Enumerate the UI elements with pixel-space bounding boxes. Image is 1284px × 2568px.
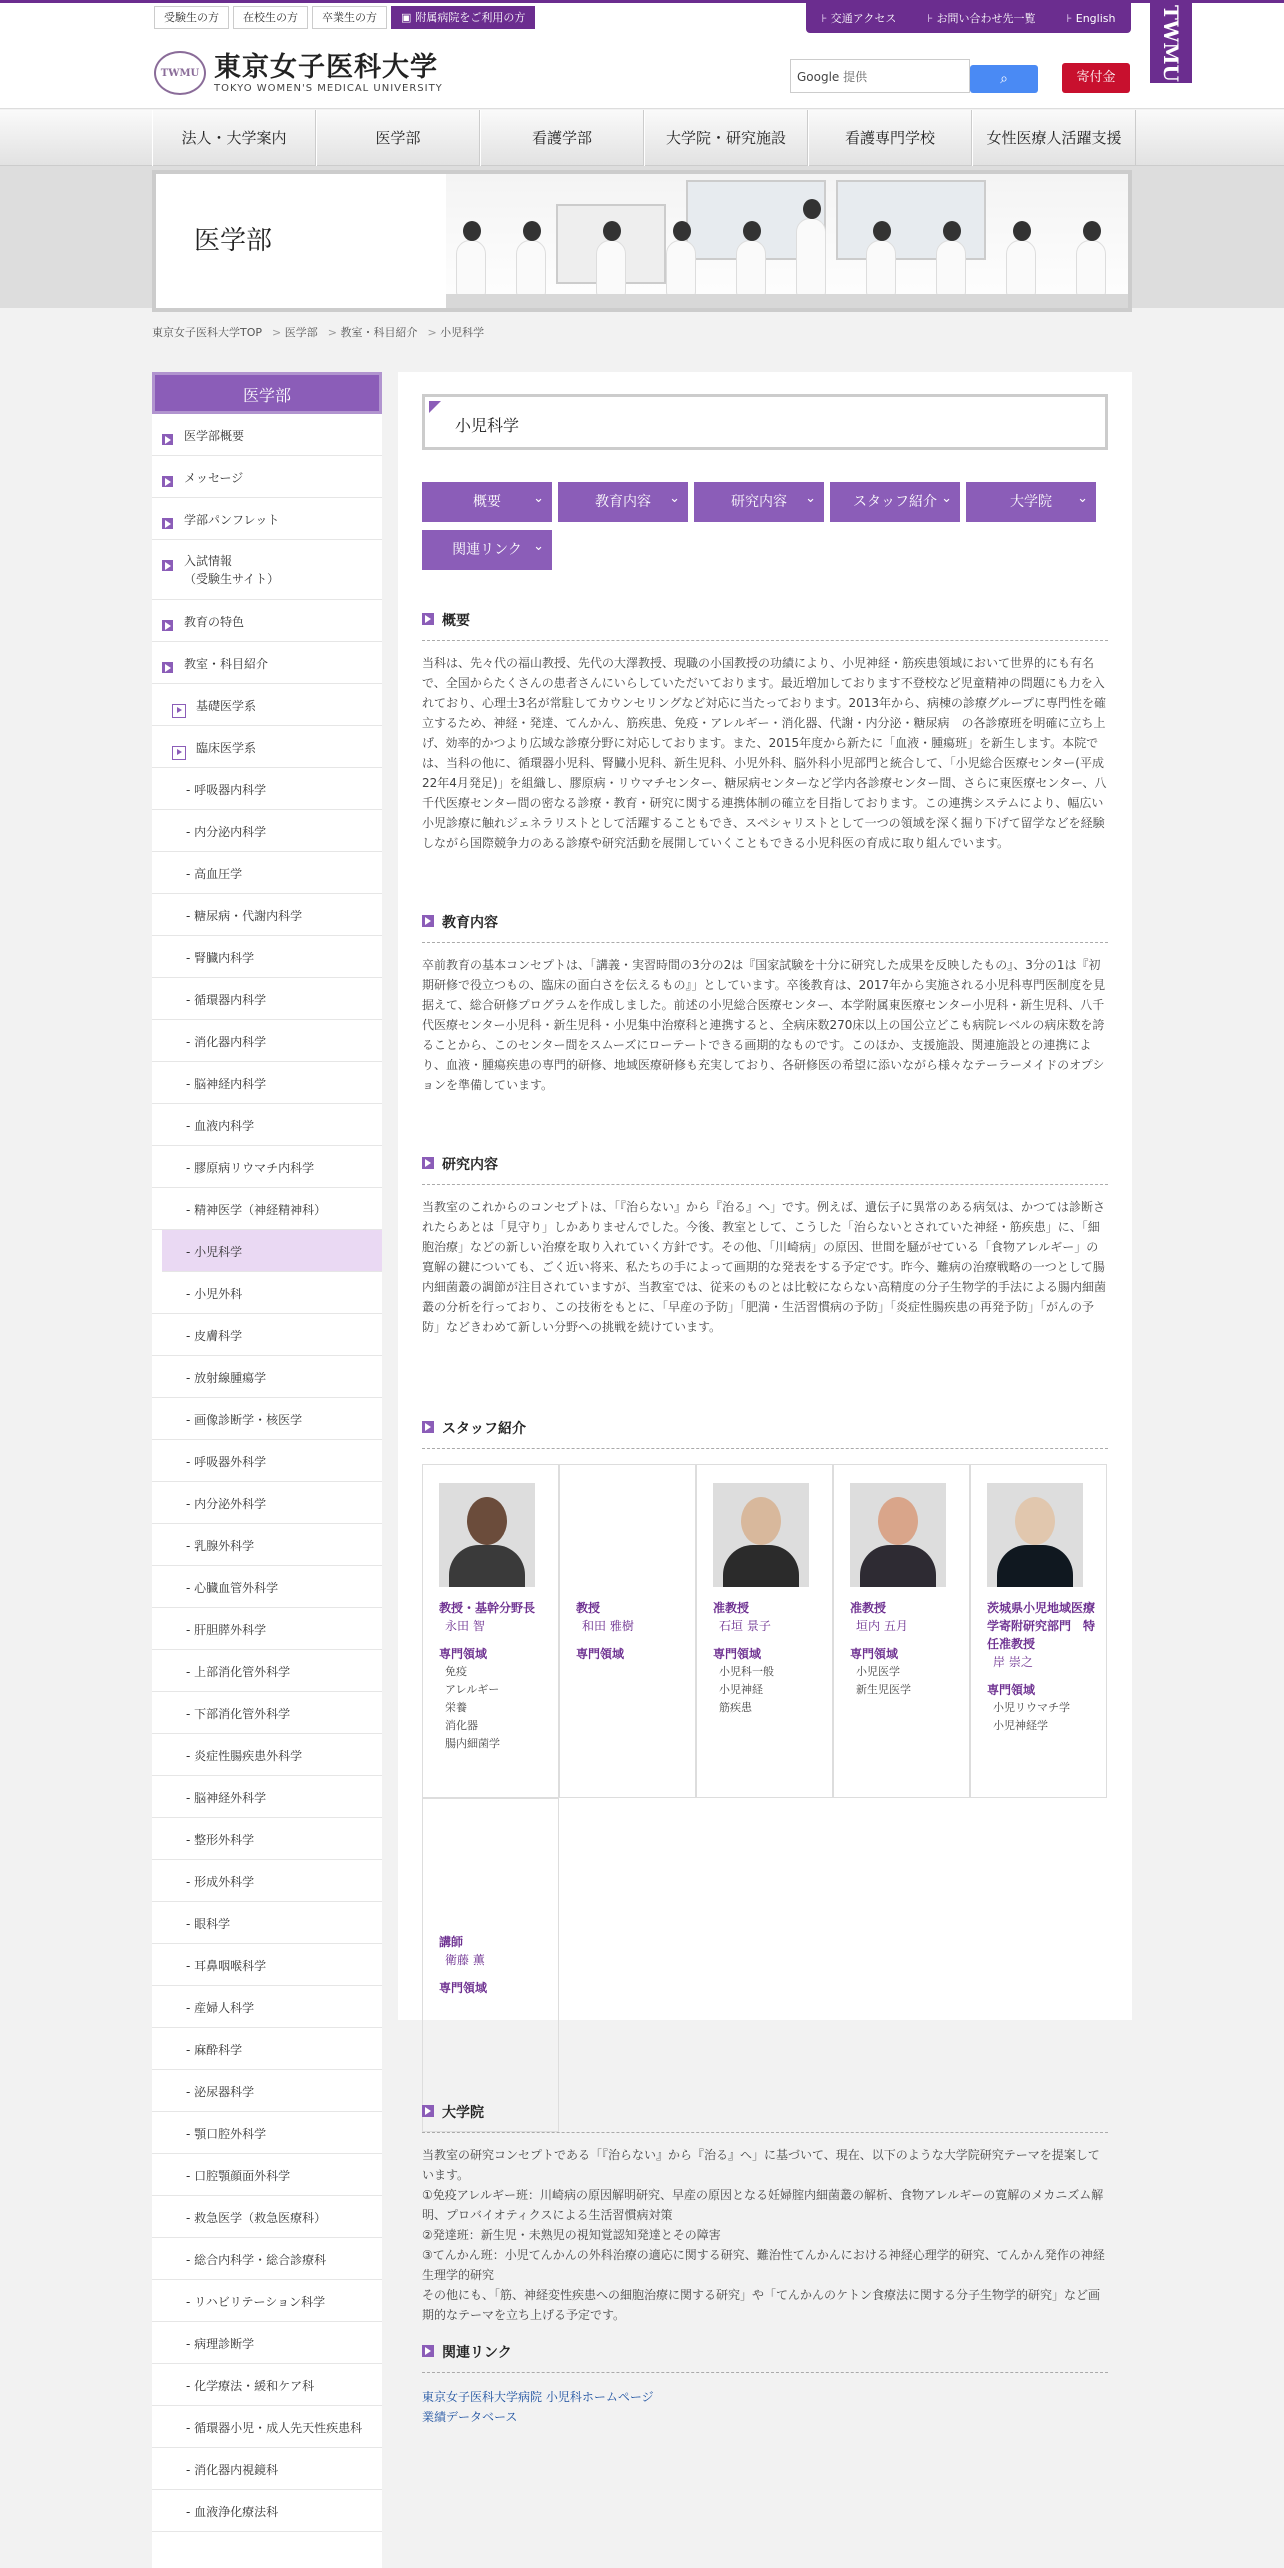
sidebar-item[interactable] [152, 642, 382, 684]
sidebar-item-label: - 整形外科学 [186, 1833, 255, 1847]
sidebar-item[interactable] [152, 1146, 382, 1188]
staff-card [559, 1464, 696, 1798]
sidebar-item-label: - 眼科学 [186, 1917, 231, 1931]
donate-button[interactable]: 寄付金 [1062, 63, 1130, 93]
sidebar-item[interactable] [152, 540, 382, 600]
sidebar-item-label: メッセージ [184, 471, 244, 485]
sidebar-item[interactable] [152, 1650, 382, 1692]
sidebar-item-label: - 精神医学（神経精神科） [186, 1203, 327, 1217]
sidebar-item-label: - 病理診断学 [186, 2337, 255, 2351]
sidebar-item-label: - 下部消化管外科学 [186, 1707, 291, 1721]
sidebar-item-label: - 産婦人科学 [186, 2001, 255, 2015]
sidebar-item[interactable] [152, 1608, 382, 1650]
logo-english: TOKYO WOMEN'S MEDICAL UNIVERSITY [214, 82, 443, 94]
sidebar-item[interactable] [152, 810, 382, 852]
staff-name: 石垣 景子 [719, 1619, 771, 1633]
logo-japanese: 東京女子医科大学 [214, 51, 438, 83]
section-links [422, 2342, 1108, 2427]
sidebar [152, 372, 382, 2568]
sidebar-item[interactable] [152, 1902, 382, 1944]
sidebar-item-label: - 呼吸器外科学 [186, 1455, 267, 1469]
section-body: 当教室の研究コンセプトである「『治らない』から『治る』へ」に基づいて、現在、以下のような大学院研究テーマを提案しています。 ①免疫アレルギー班：川崎病の原因解明研究、早産の原因となる妊婦腟内細菌叢の解析、食物アレルギーの寛解のメカニズム解明、プロバイオティクスによる生活習慣病対策 ②発達班：新生児・未熟児の視知覚認知発達とその障害 ③てんかん班：小児てんかんの外科治療の適応に関する研究、難治性てんかんにおける神経心理学的研究、てんかん発作の神経生理学的研究 その他にも、「筋、神経変性疾患への細胞治療に関する研究」や「てんかんのケトン食療法に関する分子生物学的研究」など画期的なテーマを立ち上げる予定です。 [422, 2148, 1105, 2322]
sidebar-item-label: - 腎臓内科学 [186, 951, 255, 965]
sidebar-item[interactable] [152, 1314, 382, 1356]
search-placeholder: 提供 [843, 70, 868, 84]
sidebar-item-label: - 小児科学 [186, 1245, 243, 1259]
section-body: 当科は、先々代の福山教授、先代の大澤教授、現職の小国教授の功績により、小児神経・筋疾患領域において世界的にも有名で、全国からたくさんの患者さんにいらしていただいております。最近増加しております不登校など児童精神の問題にも力を入れており、心理士3名が常駐してカウンセリングなど対応に当たっております。2013年から、病棟の診療グループに専門性を確立するため、神経・発達、てんかん、筋疾患、免疫・アレルギー・消化器、代謝・内分泌・糖尿病 の各診療班を明確に立ち上げ、効率的かつより広域な診療分野に対応しております。また、2015年度から新たに「血液・腫瘍班」を新生します。本院では、当科の他に、循環器小児科、腎臓小児科、新生児科、小児外科、脳外科小児部門と統合して、「小児総合医療センター(平成22年4月発足)」を組織し、膠原病・リウマチセンター、糖尿病センターなど学内各診療センター間、さらに東医療センター、八千代医療センター間の密なる診療・教育・研究に関する連携体制の確立を目指しております。この連携システムにより、幅広い小児診療に触れジェネラリストとして活躍することもでき、スペシャリストとして一つの領域を深く掘り下げて留学などを経験しながら国際競争力のある診療や研究活動を展開していくこともできる小児科医の育成に取り組んでいます。 [422, 656, 1107, 850]
staff-photo [439, 1483, 535, 1587]
sidebar-item-label: - 画像診断学・核医学 [186, 1413, 303, 1427]
sidebar-item-label: - 膠原病リウマチ内科学 [186, 1161, 315, 1175]
section-heading: 教育内容 [422, 912, 1108, 943]
search-provider-label: Google [797, 70, 840, 84]
section-research [422, 1154, 1108, 1337]
sidebar-item[interactable] [152, 936, 382, 978]
staff-photo-body [723, 1545, 799, 1587]
sidebar-item-label: 入試情報 （受験生サイト） [184, 554, 280, 586]
gnav-women-support[interactable]: 女性医療人活躍支援 [972, 110, 1136, 166]
student-figure [1006, 240, 1036, 298]
staff-photo-face [741, 1497, 781, 1545]
staff-photo-placeholder [576, 1483, 695, 1599]
student-figure [1076, 240, 1106, 298]
staff-field-label: 専門領域 [439, 1647, 488, 1661]
staff-role: 教授・基幹分野長 [439, 1601, 536, 1615]
sidebar-item[interactable] [152, 1482, 382, 1524]
sidebar-item[interactable] [152, 1020, 382, 1062]
staff-name: 衛藤 薫 [445, 1953, 485, 1967]
site-header [0, 3, 1284, 109]
english-link[interactable]: ⊦ English [1067, 12, 1116, 25]
sidebar-item[interactable] [152, 1692, 382, 1734]
audience-links [154, 6, 535, 29]
section-heading: 研究内容 [422, 1154, 1108, 1185]
staff-photo-body [449, 1545, 525, 1587]
staff-photo [987, 1483, 1083, 1587]
global-nav [0, 110, 1284, 166]
section-graduate [422, 2102, 1108, 2325]
breadcrumb-top[interactable]: 東京女子医科大学TOP [152, 326, 263, 339]
breadcrumb-departments[interactable]: > 教室・科目紹介 [328, 324, 418, 340]
sidebar-item[interactable] [152, 852, 382, 894]
staff-role: 茨城県小児地域医療学寄附研究部門 特任准教授 [987, 1601, 1096, 1651]
sidebar-item-label: - 形成外科学 [186, 1875, 255, 1889]
staff-role: 講師 [439, 1935, 464, 1949]
banner-title: 医学部 [194, 226, 273, 256]
sidebar-item[interactable] [152, 1062, 382, 1104]
staff-photo-face [878, 1497, 918, 1545]
sidebar-item-label: - 循環器内科学 [186, 993, 267, 1007]
sidebar-item[interactable] [152, 456, 382, 498]
sidebar-item[interactable] [152, 2028, 382, 2070]
sidebar-item[interactable] [152, 1104, 382, 1146]
staff-card [422, 1464, 559, 1798]
sidebar-item-label: - 乳腺外科学 [186, 1539, 255, 1553]
staff-card [970, 1464, 1107, 1798]
sidebar-item-label: - 消化器内視鏡科 [186, 2463, 279, 2477]
staff-photo [713, 1483, 809, 1587]
section-body: 当教室のこれからのコンセプトは、「『治らない』から『治る』へ」です。例えば、遺伝子に異常のある病気は、かつては診断されたらあとは「見守り」しかありませんでした。今後、教室として、こうした「治らないとされていた神経・筋疾患」に、「細胞治療」などの新しい治療を取り入れていく方針です。その他、「川崎病」の原因、世間を騒がせている「食物アレルギー」の寛解の鍵についても、ごく近い将来、私たちの手によって画期的な発表をする予定です。昨今、難病の治療戦略の一つとして腸内細菌叢の調節が注目されていますが、当教室では、従来のものとは比較にならない高精度の分子生物学的手法による腸内細菌叢の分析を行っており、この技術をもとに、「早産の予防」「肥満・生活習慣病の予防」「炎症性腸疾患の再発予防」「がんの予防」などきわめて新しい分野への挑戦を続けています。 [422, 1200, 1107, 1334]
staff-photo [850, 1483, 946, 1587]
contact-link[interactable]: ⊦ お問い合わせ先一覧 [927, 10, 1035, 26]
banner-photo [446, 174, 1132, 312]
sidebar-item-label: - 小児外科 [186, 1287, 243, 1301]
sidebar-item-label: - 循環器小児・成人先天性疾患科 [186, 2421, 363, 2435]
sidebar-item[interactable] [152, 2364, 382, 2406]
staff-card [422, 1798, 559, 2132]
sidebar-item[interactable] [152, 1734, 382, 1776]
staff-field-label: 専門領域 [850, 1647, 899, 1661]
sidebar-item-label: 教室・科目紹介 [184, 657, 269, 671]
sidebar-item[interactable] [152, 894, 382, 936]
sidebar-item[interactable] [152, 2196, 382, 2238]
staff-fields: 小児リウマチ学 小児神経学 [993, 1701, 1070, 1732]
student-figure [666, 240, 696, 298]
gnav-nursing[interactable]: 看護学部 [480, 110, 644, 166]
page-banner [0, 166, 1284, 308]
gnav-corporate[interactable]: 法人・大学案内 [152, 110, 316, 166]
student-figure [456, 240, 486, 298]
sidebar-item-label: 臨床医学系 [196, 741, 257, 755]
university-seal-icon: TWMU [154, 51, 206, 95]
sidebar-item-label: - 脳神経内科学 [186, 1077, 267, 1091]
sidebar-item-label: - 血液浄化療法科 [186, 2505, 279, 2519]
site-logo[interactable] [154, 51, 443, 95]
section-staff [422, 1418, 1108, 1449]
utility-links [806, 3, 1131, 33]
sidebar-item-label: - 肝胆膵外科学 [186, 1623, 267, 1637]
breadcrumb [152, 324, 484, 340]
page-title: 小児科学 [422, 394, 1108, 450]
staff-role: 准教授 [713, 1601, 750, 1615]
sidebar-item-label: - 口腔顎顔面外科学 [186, 2169, 291, 2183]
sidebar-item-label: - 泌尿器科学 [186, 2085, 255, 2099]
sidebar-item[interactable] [152, 1566, 382, 1608]
sidebar-item[interactable] [152, 2280, 382, 2322]
sidebar-item[interactable] [152, 2490, 382, 2532]
staff-photo-placeholder [439, 1817, 558, 1933]
hospital-users-link[interactable] [391, 6, 535, 29]
sidebar-item[interactable] [152, 1524, 382, 1566]
section-overview [422, 610, 1108, 853]
student-figure [796, 218, 826, 298]
sidebar-item[interactable] [152, 1188, 382, 1230]
sidebar-list [152, 414, 382, 2532]
sidebar-item-label: - 消化器内科学 [186, 1035, 267, 1049]
sidebar-item[interactable] [152, 2154, 382, 2196]
sidebar-item[interactable] [152, 2070, 382, 2112]
sidebar-item[interactable] [152, 1944, 382, 1986]
hospital-users-label: 附属病院をご利用の方 [415, 11, 526, 24]
staff-name: 和田 雅樹 [582, 1619, 634, 1633]
student-figure [736, 240, 766, 298]
staff-fields: 免疫 アレルギー 栄養 消化器 腸内細菌学 [445, 1665, 500, 1750]
sidebar-item[interactable] [152, 2112, 382, 2154]
section-body: 卒前教育の基本コンセプトは、「講義・実習時間の3分の2は『国家試験を十分に研究した成果を反映したもの』、3分の1は『初期研修で役立つもの、臨床の面白さを伝えるもの』」としています。卒後教育は、2017年から実施される小児科専門医制度を見据えて、総合研修プログラムを作成しました。前述の小児総合医療センター、本学附属東医療センター小児科・新生児科、八千代医療センター小児科・新生児科・小児集中治療科と連携すると、全病床数270床以上の国公立どこも病院レベルの病床数を誇ることから、このセンター間をスムーズにローテートできる画期的なものです。このほか、支援施設、関連施設との連携により、血液・腫瘍疾患の専門的研修、地域医療研修も充実しており、各研修医の希望に添いながら様々なテーラーメイドのオプションを準備しています。 [422, 958, 1106, 1092]
sidebar-item[interactable] [152, 1818, 382, 1860]
staff-name: 永田 智 [445, 1619, 485, 1633]
sidebar-item[interactable] [152, 726, 382, 768]
student-figure [866, 240, 896, 298]
sidebar-item[interactable] [162, 1230, 382, 1272]
sidebar-item-label: - 麻酔科学 [186, 2043, 243, 2057]
audience-link-applicants[interactable]: 受験生の方 [154, 6, 229, 29]
breadcrumb-medicine[interactable]: > 医学部 [272, 324, 318, 340]
sidebar-item[interactable] [152, 684, 382, 726]
sidebar-item[interactable] [152, 414, 382, 456]
staff-field-label: 専門領域 [576, 1647, 625, 1661]
sidebar-header[interactable]: 医学部 [152, 372, 382, 414]
sidebar-item[interactable] [152, 1398, 382, 1440]
section-heading: 概要 [422, 610, 1108, 641]
breadcrumb-current: > 小児科学 [427, 324, 484, 340]
sidebar-item-label: - 耳鼻咽喉科学 [186, 1959, 267, 1973]
gnav-medicine[interactable]: 医学部 [316, 110, 480, 166]
achievements-database-link[interactable]: 業績データベース [422, 2410, 518, 2424]
sidebar-item-label: 教育の特色 [184, 615, 245, 629]
sidebar-item[interactable] [152, 2322, 382, 2364]
sidebar-item-label: - 顎口腔外科学 [186, 2127, 267, 2141]
sidebar-item[interactable] [152, 1272, 382, 1314]
sidebar-item-label: - 心臓血管外科学 [186, 1581, 279, 1595]
staff-name: 垣内 五月 [856, 1619, 908, 1633]
staff-role: 教授 [576, 1601, 601, 1615]
desk-graphic [446, 294, 1132, 312]
staff-role: 准教授 [850, 1601, 887, 1615]
sidebar-item[interactable] [152, 2406, 382, 2448]
sidebar-item-label: - 皮膚科学 [186, 1329, 243, 1343]
staff-field-label: 専門領域 [439, 1981, 488, 1995]
sidebar-item-label: - 上部消化管外科学 [186, 1665, 291, 1679]
staff-photo-face [1015, 1497, 1055, 1545]
sidebar-item-label: - 糖尿病・代謝内科学 [186, 909, 303, 923]
main-content [398, 372, 1132, 2424]
tab-overview[interactable]: 概要 ⌄ [422, 482, 552, 522]
hospital-icon: ▣ [401, 11, 412, 24]
sidebar-item-label: - 血液内科学 [186, 1119, 255, 1133]
staff-field-label: 専門領域 [987, 1683, 1036, 1697]
sidebar-item[interactable] [152, 2448, 382, 2490]
student-figure [596, 240, 626, 298]
staff-field-label: 専門領域 [713, 1647, 762, 1661]
sidebar-item-label: - 救急医学（救急医療科） [186, 2211, 327, 2225]
section-education [422, 912, 1108, 1095]
sidebar-item[interactable] [152, 498, 382, 540]
sidebar-item[interactable] [152, 768, 382, 810]
tab-research[interactable]: 研究内容 ⌄ [694, 482, 824, 522]
student-figure [936, 240, 966, 298]
staff-card [833, 1464, 970, 1798]
sidebar-item[interactable] [152, 1776, 382, 1818]
staff-fields: 小児医学 新生児医学 [856, 1665, 911, 1696]
sidebar-item-label: - 内分泌内科学 [186, 825, 267, 839]
sidebar-item-label: 学部パンフレット [184, 513, 280, 527]
audience-link-students[interactable]: 在校生の方 [233, 6, 308, 29]
sidebar-item[interactable] [152, 1440, 382, 1482]
staff-name: 岸 崇之 [993, 1655, 1033, 1669]
student-figure [516, 240, 546, 298]
sidebar-item[interactable] [152, 978, 382, 1020]
tab-staff[interactable]: スタッフ紹介 ⌄ [830, 482, 960, 522]
sidebar-item[interactable] [152, 1356, 382, 1398]
sidebar-item-label: 医学部概要 [184, 429, 245, 443]
sidebar-item-label: - リハビリテーション科学 [186, 2295, 326, 2309]
staff-card [696, 1464, 833, 1798]
sidebar-item-label: - 高血圧学 [186, 867, 243, 881]
gnav-nursing-school[interactable]: 看護専門学校 [808, 110, 972, 166]
section-heading: スタッフ紹介 [422, 1418, 1108, 1449]
gnav-graduate[interactable]: 大学院・研究施設 [644, 110, 808, 166]
brand-vertical-tag[interactable]: TWMU [1150, 3, 1192, 83]
tab-education[interactable]: 教育内容 ⌄ [558, 482, 688, 522]
sidebar-item-label: - 内分泌外科学 [186, 1497, 267, 1511]
section-heading: 大学院 [422, 2102, 1108, 2133]
sidebar-item[interactable] [152, 2238, 382, 2280]
search-icon: ⌕ [1000, 71, 1008, 87]
access-link[interactable]: ⊦ 交通アクセス [821, 10, 896, 26]
sidebar-item-label: - 放射線腫瘍学 [186, 1371, 267, 1385]
sidebar-item-label: - 脳神経外科学 [186, 1791, 267, 1805]
staff-photo-face [467, 1497, 507, 1545]
sidebar-item-label: - 呼吸器内科学 [186, 783, 267, 797]
staff-photo-body [860, 1545, 936, 1587]
sidebar-item-label: - 化学療法・緩和ケア科 [186, 2379, 315, 2393]
sidebar-item-label: 基礎医学系 [196, 699, 257, 713]
tab-graduate[interactable]: 大学院 ⌄ [966, 482, 1096, 522]
staff-fields: 小児科一般 小児神経 筋疾患 [719, 1665, 774, 1714]
sidebar-item-label: - 炎症性腸疾患外科学 [186, 1749, 303, 1763]
pediatrics-homepage-link[interactable]: 東京女子医科大学病院 小児科ホームページ [422, 2390, 654, 2404]
link-list [422, 2387, 1108, 2427]
sidebar-item-label: - 総合内科学・総合診療科 [186, 2253, 327, 2267]
staff-photo-body [997, 1545, 1073, 1587]
sidebar-item[interactable] [152, 1986, 382, 2028]
section-heading: 関連リンク [422, 2342, 1108, 2373]
sidebar-item[interactable] [152, 1860, 382, 1902]
search-button[interactable] [970, 65, 1038, 93]
tab-links[interactable]: 関連リンク ⌄ [422, 530, 552, 570]
search-input[interactable] [790, 59, 970, 93]
audience-link-alumni[interactable]: 卒業生の方 [312, 6, 387, 29]
sidebar-item[interactable] [152, 600, 382, 642]
